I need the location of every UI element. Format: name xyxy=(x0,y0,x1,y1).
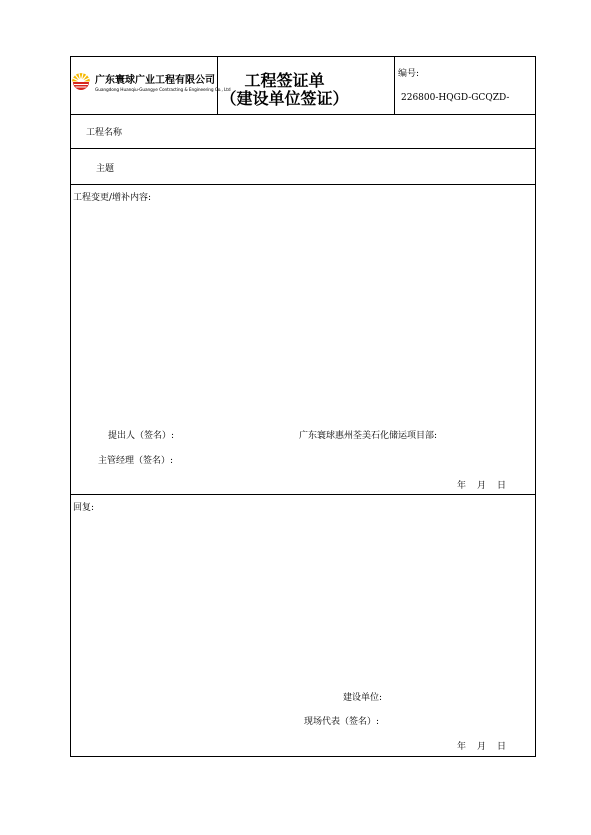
row-divider xyxy=(71,114,535,115)
date-day: 日 xyxy=(497,742,507,752)
date-month: 月 xyxy=(477,742,487,752)
logo-ray xyxy=(80,73,83,79)
row-divider xyxy=(71,184,535,185)
proposer-signature-label: 提出人（签名）: xyxy=(108,431,175,441)
form-title: 工程签证单 xyxy=(244,71,325,90)
project-name-label: 工程名称 xyxy=(86,128,123,138)
reply-label: 回复: xyxy=(73,503,95,513)
form-subtitle: （建设单位签证） xyxy=(220,89,349,108)
row-divider xyxy=(71,148,535,149)
company-name-cn: 广东寰球广业工程有限公司 xyxy=(95,75,215,86)
date-day: 日 xyxy=(497,481,507,491)
company-logo xyxy=(71,71,91,91)
date-month: 月 xyxy=(477,481,487,491)
visa-form xyxy=(70,56,536,757)
number-value[interactable]: 226800-HQGD-GCQZD- xyxy=(401,93,510,103)
change-content-label: 工程变更/增补内容: xyxy=(73,193,152,203)
site-representative-label: 现场代表（签名）: xyxy=(304,717,380,727)
row-divider xyxy=(71,494,535,495)
manager-signature-label: 主管经理（签名）: xyxy=(98,456,174,466)
header-divider-right xyxy=(394,57,395,114)
subject-label: 主题 xyxy=(96,164,115,174)
number-label: 编号: xyxy=(398,69,420,79)
owner-unit-label: 建设单位: xyxy=(343,693,383,703)
date-year: 年 xyxy=(457,481,467,491)
date-year: 年 xyxy=(457,742,467,752)
company-name-en: Guangdong Huanqiu-Guangye Contracting & Engineering Co., Ltd xyxy=(95,88,231,93)
department-label: 广东寰球惠州荃美石化储运项目部: xyxy=(299,431,438,441)
